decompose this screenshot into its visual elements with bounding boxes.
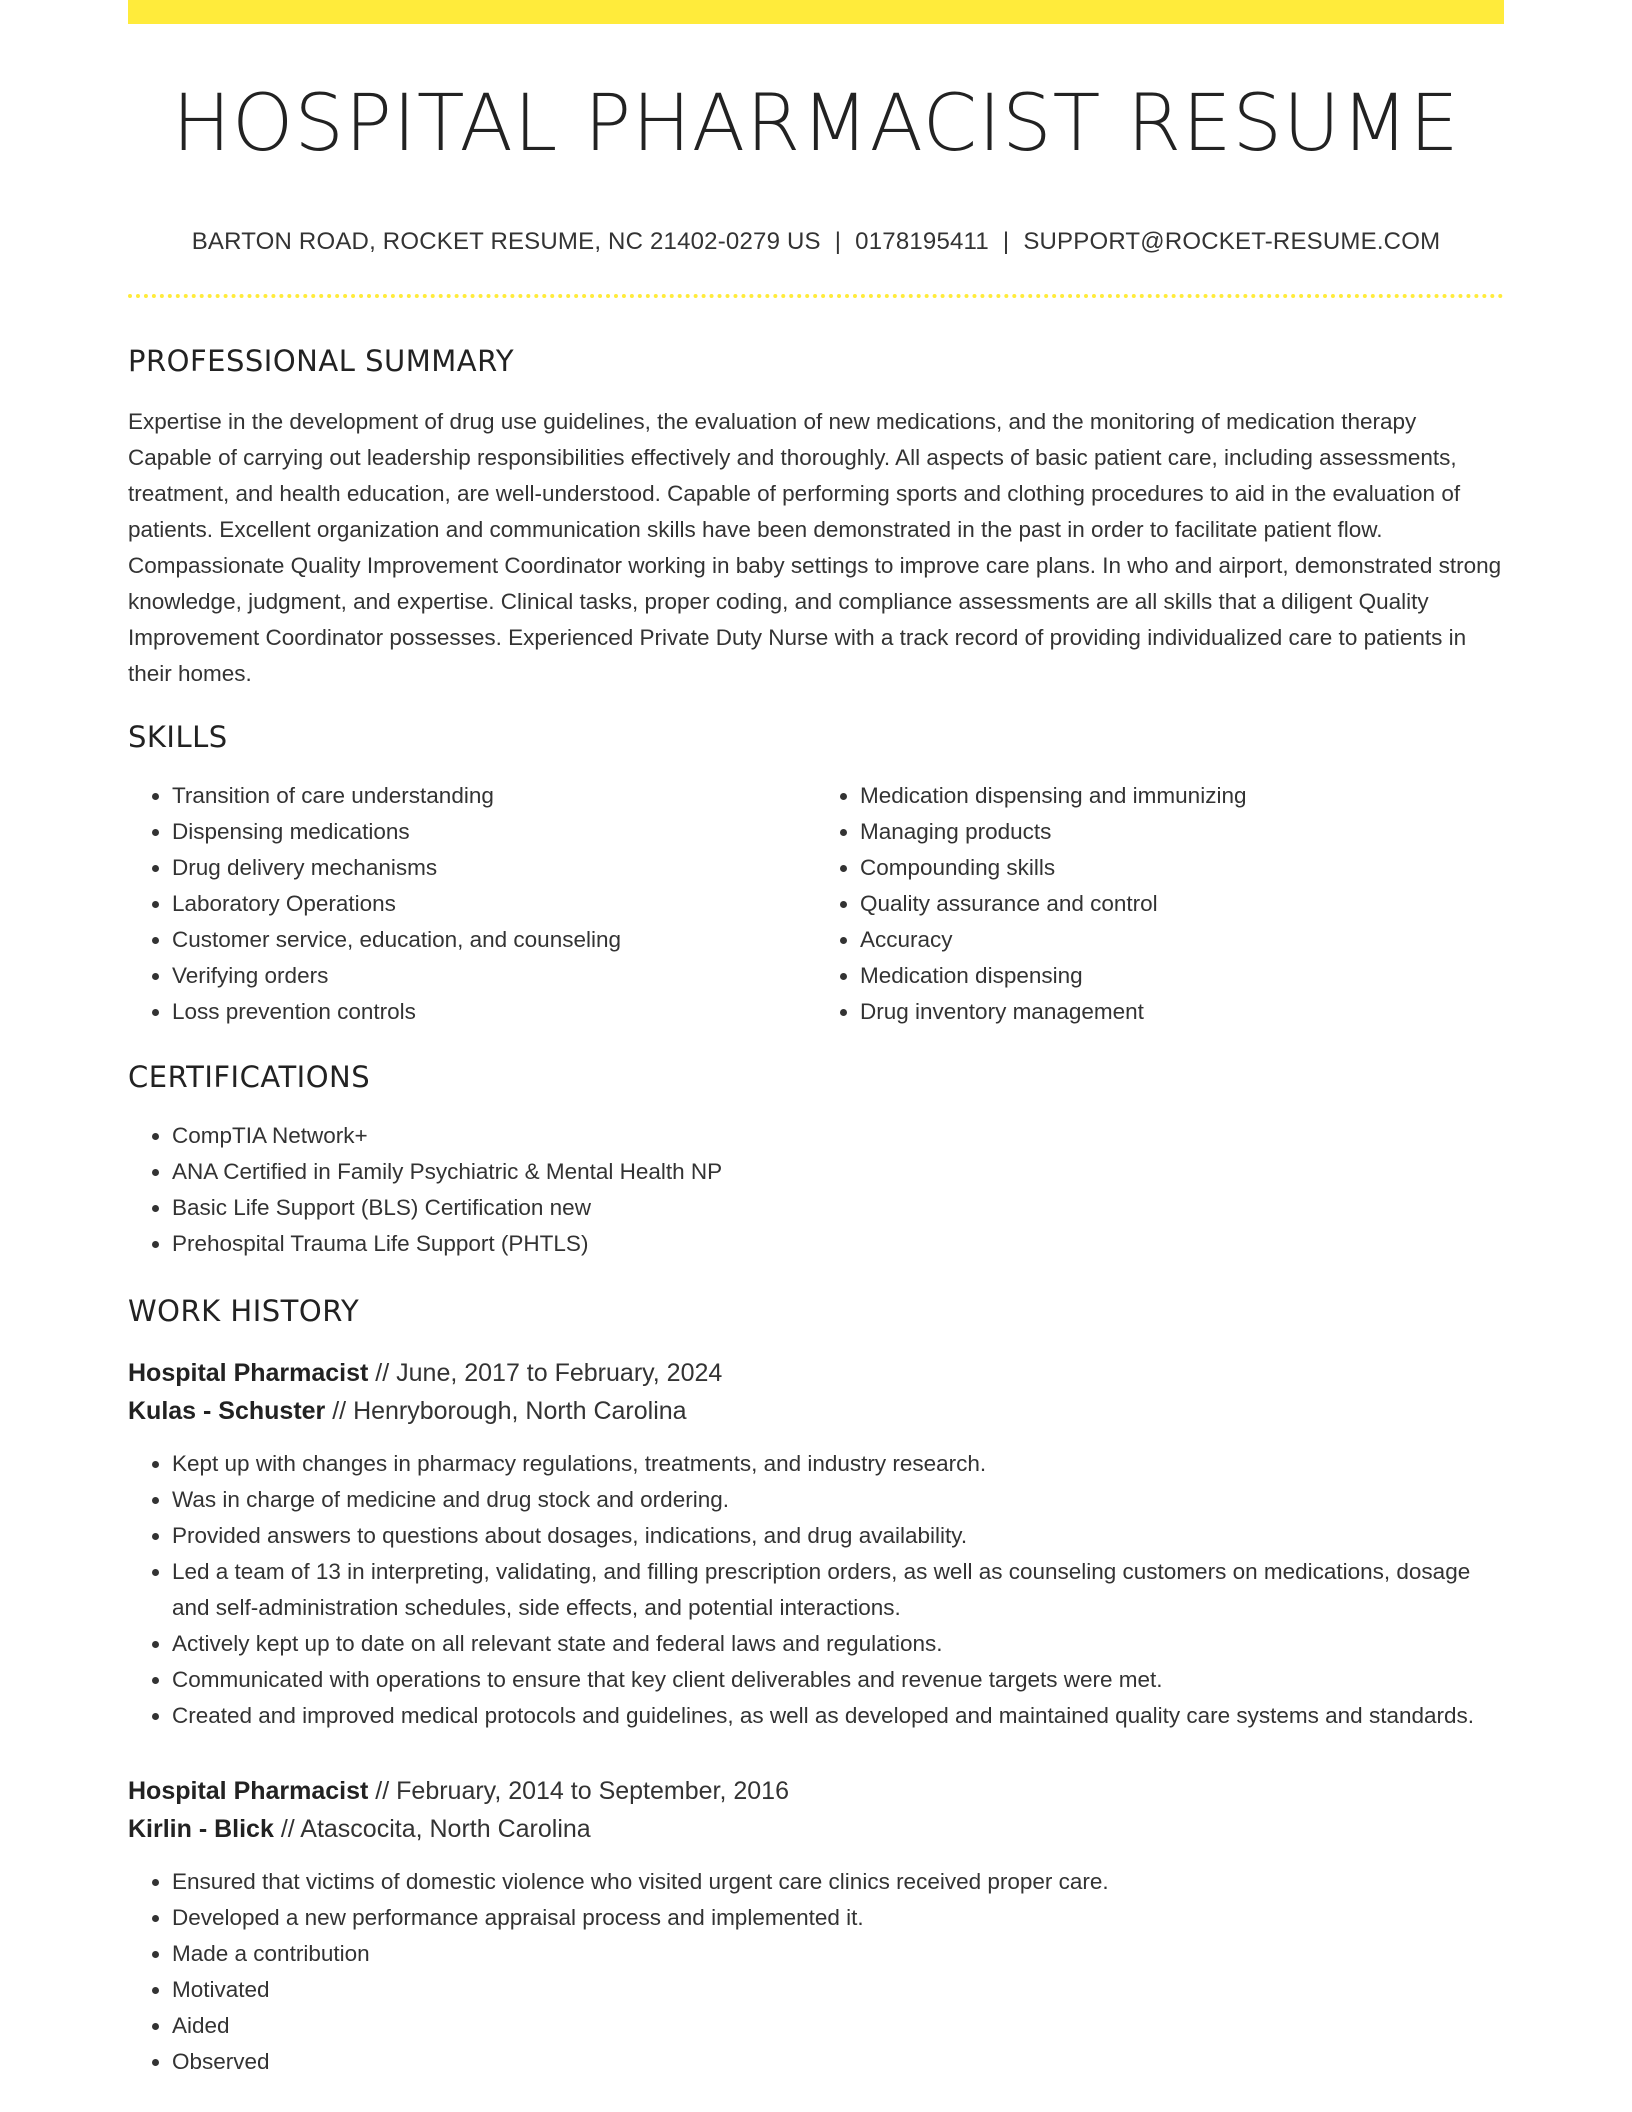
contact-line — [128, 228, 1504, 256]
skill-item: • Laboratory Operations — [172, 886, 816, 922]
job-location: // Atascocita, North Carolina — [273, 1814, 591, 1843]
skills-heading: SKILLS — [128, 719, 228, 754]
skill-item: • Drug delivery mechanisms — [172, 850, 816, 886]
skills-section — [128, 720, 1504, 1030]
job-bullet: • Observed — [172, 2044, 1504, 2080]
job-entry — [128, 1354, 1504, 1734]
job-bullet: • Motivated — [172, 1972, 1504, 2008]
certifications-heading: CERTIFICATIONS — [128, 1059, 371, 1094]
job-bullet: • Kept up with changes in pharmacy regulations, treatments, and industry research. — [172, 1446, 1504, 1482]
summary-section — [128, 344, 1504, 692]
job-location: // Henryborough, North Carolina — [325, 1396, 687, 1425]
job-entry — [128, 1772, 1504, 2080]
dotted-divider — [128, 294, 1504, 298]
page-title: HOSPITAL PHARMACIST RESUME — [172, 79, 1460, 169]
job-bullet: • Led a team of 13 in interpreting, validating, and filling prescription orders, as well as counseling customers on medications, dosage and self-administration schedules, side effects, and potential interactions. — [172, 1554, 1504, 1626]
resume-page — [128, 0, 1504, 2080]
summary-text: Expertise in the development of drug use guidelines, the evaluation of new medications, and the monitoring of medication therapy Capable of carrying out leadership responsibilities effectively and thoroughly. All aspects of basic patient care, including assessments, treatment, and health education, are well-understood. Capable of performing sports and clothing procedures to aid in the evaluation of patients. Excellent organization and communication skills have been demonstrated in the past in order to facilitate patient flow. Compassionate Quality Improvement Coordinator working in baby settings to improve care plans. In who and airport, demonstrated strong knowledge, judgment, and expertise. Clinical tasks, proper coding, and compliance assessments are all skills that a diligent Quality Improvement Coordinator possesses. Experienced Private Duty Nurse with a track record of providing individualized care to patients in their homes. — [128, 408, 1502, 686]
job-title-line — [128, 1772, 1504, 1810]
contact-separator: | — [1002, 227, 1010, 255]
certification-item: • Prehospital Trauma Life Support (PHTLS) — [172, 1226, 1504, 1262]
job-bullet: • Provided answers to questions about dosages, indications, and drug availability. — [172, 1518, 1504, 1554]
skills-left-list — [128, 778, 816, 1030]
skill-item: • Dispensing medications — [172, 814, 816, 850]
job-company-line — [128, 1810, 1504, 1848]
job-bullet: • Ensured that victims of domestic violence who visited urgent care clinics received proper care. — [172, 1864, 1504, 1900]
job-dates: // February, 2014 to September, 2016 — [368, 1776, 789, 1805]
job-title: Hospital Pharmacist — [128, 1358, 369, 1387]
job-company: Kulas - Schuster — [128, 1396, 326, 1425]
contact-separator: | — [834, 227, 842, 255]
job-title-line — [128, 1354, 1504, 1392]
skills-columns — [128, 778, 1504, 1030]
skill-item: • Managing products — [860, 814, 1504, 850]
certification-item: • CompTIA Network+ — [172, 1118, 1504, 1154]
work-history-heading: WORK HISTORY — [128, 1293, 360, 1328]
job-bullet: • Communicated with operations to ensure that key client deliverables and revenue targets were met. — [172, 1662, 1504, 1698]
job-bullet: • Developed a new performance appraisal process and implemented it. — [172, 1900, 1504, 1936]
job-bullet: • Actively kept up to date on all relevant state and federal laws and regulations. — [172, 1626, 1504, 1662]
skill-item: • Compounding skills — [860, 850, 1504, 886]
work-history-section — [128, 1294, 1504, 2080]
contact-address: BARTON ROAD, ROCKET RESUME, NC 21402-0279 US — [191, 227, 821, 255]
job-bullet: • Created and improved medical protocols and guidelines, as well as developed and maintained quality care systems and standards. — [172, 1698, 1504, 1734]
certification-item: • Basic Life Support (BLS) Certification new — [172, 1190, 1504, 1226]
job-company-line — [128, 1392, 1504, 1430]
job-bullets — [128, 1864, 1504, 2080]
skill-item: • Quality assurance and control — [860, 886, 1504, 922]
skill-item: • Loss prevention controls — [172, 994, 816, 1030]
contact-email[interactable]: SUPPORT@ROCKET-RESUME.COM — [1023, 227, 1441, 255]
skill-item: • Medication dispensing — [860, 958, 1504, 994]
skill-item: • Customer service, education, and counseling — [172, 922, 816, 958]
skills-right-list — [816, 778, 1504, 1030]
job-bullet: • Made a contribution — [172, 1936, 1504, 1972]
job-title: Hospital Pharmacist — [128, 1776, 369, 1805]
contact-phone: 0178195411 — [855, 227, 989, 255]
skill-item: • Transition of care understanding — [172, 778, 816, 814]
summary-heading: PROFESSIONAL SUMMARY — [128, 343, 515, 378]
certification-item: • ANA Certified in Family Psychiatric & Mental Health NP — [172, 1154, 1504, 1190]
certifications-list — [128, 1118, 1504, 1262]
job-bullet: • Was in charge of medicine and drug stock and ordering. — [172, 1482, 1504, 1518]
skill-item: • Drug inventory management — [860, 994, 1504, 1030]
job-bullets — [128, 1446, 1504, 1734]
top-accent-bar — [128, 0, 1504, 24]
certifications-section — [128, 1060, 1504, 1262]
job-bullet: • Aided — [172, 2008, 1504, 2044]
skill-item: • Medication dispensing and immunizing — [860, 778, 1504, 814]
job-dates: // June, 2017 to February, 2024 — [368, 1358, 723, 1387]
skill-item: • Verifying orders — [172, 958, 816, 994]
skill-item: • Accuracy — [860, 922, 1504, 958]
job-company: Kirlin - Blick — [128, 1814, 274, 1843]
